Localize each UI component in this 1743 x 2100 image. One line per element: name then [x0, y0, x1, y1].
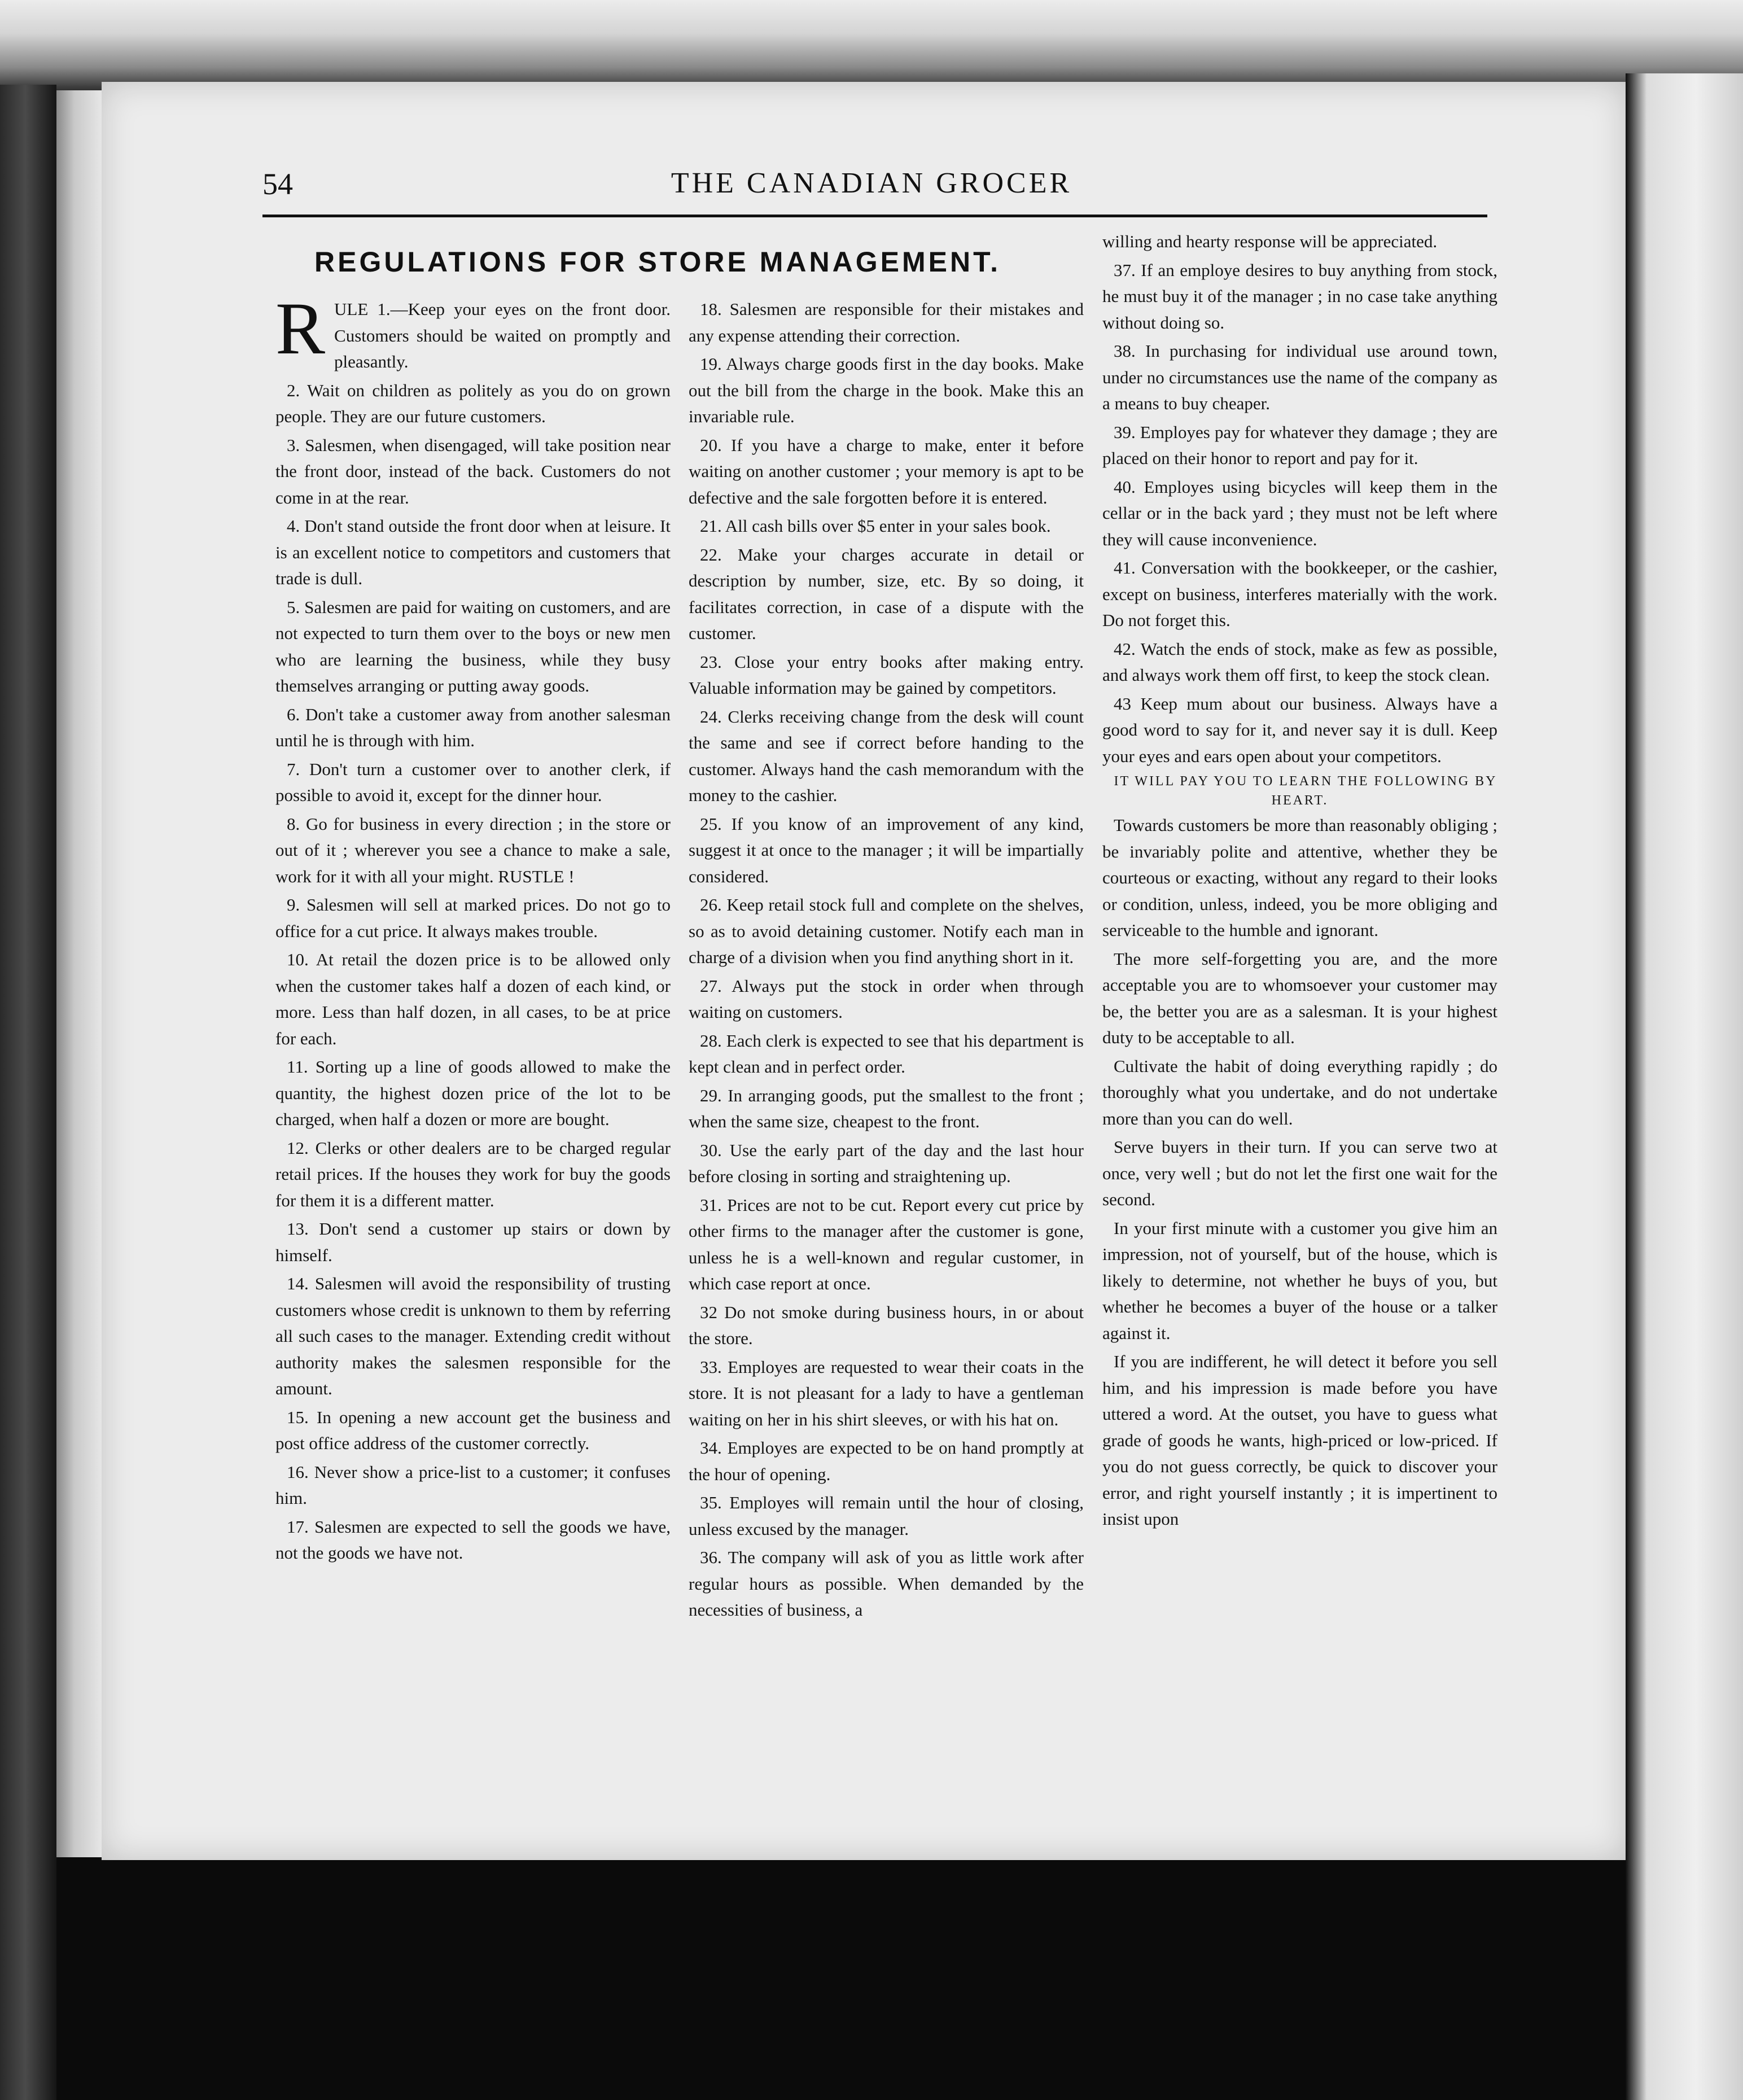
rule-paragraph: 27. Always put the stock in order when through waiting on customers.: [689, 975, 1084, 1022]
rule-paragraph: 24. Clerks receiving change from the desk will count the same and see if correct before handing to the customer. Always hand the cash memorandum with the money to the cashier.: [689, 706, 1084, 805]
rule-paragraph: 5. Salesmen are paid for waiting on customers, and are not expected to turn them over to the boys or new men who are learning the business, while they busy themselves arranging or putting away goods.: [275, 597, 671, 695]
rule-paragraph: 20. If you have a charge to make, enter it before waiting on another customer ; your memory is apt to be defective and the sale forgotten before it is entered.: [689, 435, 1084, 508]
rule-paragraph: 8. Go for business in every direction ; in the store or out of it ; wherever you see a chance to make a sale, work for it with all your might. RUSTLE !: [275, 813, 671, 886]
rule-paragraph: 13. Don't send a customer up stairs or down by himself.: [275, 1219, 671, 1265]
rule-paragraph: 31. Prices are not to be cut. Report every cut price by other firms to the manager after the customer is gone, unless he is a well-known and regular customer, in which case report at once.: [689, 1195, 1084, 1293]
rule-paragraph: 11. Sorting up a line of goods allowed to make the quantity, the highest dozen price of the lot to be charged, when half a dozen or more are bought.: [275, 1057, 671, 1129]
rule-paragraph: 7. Don't turn a customer over to another clerk, if possible to avoid it, except for the dinner hour.: [275, 759, 671, 805]
rule-paragraph: 22. Make your charges accurate in detail or description by number, size, etc. By so doing, it facilitates correction, in case of a dispute with the customer.: [689, 544, 1084, 643]
rule-paragraph: 4. Don't stand outside the front door when at leisure. It is an excellent notice to competitors and customers that trade is dull.: [275, 516, 671, 588]
rule-paragraph: 30. Use the early part of the day and the last hour before closing in sorting and straightening up.: [689, 1140, 1084, 1186]
page-number: 54: [262, 167, 293, 201]
rule-paragraph: 14. Salesmen will avoid the responsibility of trusting customers whose credit is unknown to them by referring all such cases to the manager. Extending credit without authority makes the salesmen responsible for the amount.: [275, 1274, 671, 1398]
rule-paragraph: 40. Employes using bicycles will keep them in the cellar or in the back yard ; they must not be left where they will cause inconvenience.: [1102, 476, 1497, 549]
rule-paragraph: 15. In opening a new account get the business and post office address of the customer correctly.: [275, 1407, 671, 1453]
rule-paragraph: 21. All cash bills over $5 enter in your sales book.: [700, 516, 1051, 536]
rule-paragraph: 36. The company will ask of you as little work after regular hours as possible. When demanded by the necessities of business, a: [689, 1547, 1084, 1620]
rule-paragraph: 3. Salesmen, when disengaged, will take position near the front door, instead of the back. Customers do not come in at the rear.: [275, 435, 671, 508]
rule-paragraph: 2. Wait on children as politely as you do on grown people. They are our future customers.: [275, 380, 671, 426]
article-title: REGULATIONS FOR STORE MANAGEMENT.: [314, 246, 1001, 278]
facing-page-edge: [1626, 73, 1743, 2100]
scan-background-bottom: [102, 1860, 1626, 2100]
advice-paragraph: If you are indifferent, he will detect it before you sell him, and his impression is made before you have uttered a word. At the outset, you have to guess what grade of goods he wants, high-priced or low-priced. If you do not guess correctly, be quick to discover your error, and right yourself instantly ; it is impertinent to insist upon: [1102, 1351, 1497, 1529]
rule-paragraph: 38. In purchasing for individual use around town, under no circumstances use the name of the company as a means to buy cheaper.: [1102, 341, 1497, 413]
rule-paragraph: 29. In arranging goods, put the smallest to the front ; when the same size, cheapest to the front.: [689, 1085, 1084, 1131]
rule-paragraph: 32 Do not smoke during business hours, in or about the store.: [689, 1302, 1084, 1348]
rule-paragraph: 41. Conversation with the bookkeeper, or the cashier, except on business, interferes materially with the work. Do not forget this.: [1102, 558, 1497, 630]
rule-paragraph: 37. If an employe desires to buy anything from stock, he must buy it of the manager ; in no case take anything without doing so.: [1102, 260, 1497, 333]
advice-paragraph: Towards customers be more than reasonably obliging ; be invariably polite and attentive, whether they be courteous or exacting, without any regard to their looks or condition, unless, indeed, you be more obliging and serviceable to the humble and ignorant.: [1102, 815, 1497, 940]
article-column-1: [275, 287, 671, 1569]
rule-paragraph: 28. Each clerk is expected to see that his department is kept clean and in perfect order.: [689, 1030, 1084, 1077]
header-rule: [262, 215, 1487, 217]
rule-paragraph: 42. Watch the ends of stock, make as few as possible, and always work them off first, to keep the stock clean.: [1102, 638, 1497, 685]
rule-paragraph: 39. Employes pay for whatever they damage ; they are placed on their honor to report and pay for it.: [1102, 422, 1497, 468]
rule-paragraph: willing and hearty response will be appreciated.: [1102, 231, 1438, 251]
article-column-2: [689, 296, 1084, 1626]
rule-paragraph: 34. Employes are expected to be on hand promptly at the hour of opening.: [689, 1438, 1084, 1484]
book-spine: [0, 85, 56, 2100]
rule-paragraph: 16. Never show a price-list to a customer; it confuses him.: [275, 1462, 671, 1508]
rule-paragraph: 9. Salesmen will sell at marked prices. Do not go to office for a cut price. It always makes trouble.: [275, 895, 671, 941]
rule-paragraph: 12. Clerks or other dealers are to be charged regular retail prices. If the houses they work for buy the goods for them it is a different matter.: [275, 1138, 671, 1210]
rule-paragraph: 43 Keep mum about our business. Always have a good word to say for it, and never say it is dull. Keep your eyes and ears open about your competitors.: [1102, 693, 1497, 766]
rule-paragraph: 19. Always charge goods first in the day books. Make out the bill from the charge in the book. Make this an invariable rule.: [689, 354, 1084, 426]
rule-paragraph: 26. Keep retail stock full and complete on the shelves, so as to avoid detaining customer. Notify each man in charge of a division when you find anything short in it.: [689, 895, 1084, 967]
rule-paragraph: 25. If you know of an improvement of any kind, suggest it at once to the manager ; it will be impartially considered.: [689, 813, 1084, 886]
rule-paragraph: 17. Salesmen are expected to sell the goods we have, not the goods we have not.: [275, 1516, 671, 1563]
rule-paragraph: 23. Close your entry books after making entry. Valuable information may be gained by competitors.: [689, 651, 1084, 698]
advice-paragraph: Cultivate the habit of doing everything rapidly ; do thoroughly what you undertake, and do not undertake more than you can do well.: [1102, 1056, 1497, 1128]
advice-paragraph: The more self-forgetting you are, and the more acceptable you are to whomsoever your customer may be, the better you are as a salesman. It is your highest duty to be acceptable to all.: [1102, 948, 1497, 1047]
section-subheading: IT WILL PAY YOU TO LEARN THE FOLLOWING BY HEART.: [1114, 774, 1497, 808]
rule-paragraph: [275, 287, 671, 375]
article-column-3: [1102, 229, 1497, 1535]
rule-text: ULE 1.—Keep your eyes on the front door. Customers should be waited on promptly and pleasantly.: [334, 299, 671, 371]
advice-paragraph: Serve buyers in their turn. If you can serve two at once, very well ; but do not let the first one wait for the second.: [1102, 1137, 1497, 1209]
rule-paragraph: 6. Don't take a customer away from another salesman until he is through with him.: [275, 704, 671, 750]
journal-title: THE CANADIAN GROCER: [671, 167, 1072, 199]
drop-cap: R: [275, 287, 326, 370]
advice-paragraph: In your first minute with a customer you give him an impression, not of yourself, but of the house, which is likely to determine, not whether he buys of you, but whether he becomes a buyer of the house or a talker against it.: [1102, 1218, 1497, 1343]
rule-paragraph: 33. Employes are requested to wear their coats in the store. It is not pleasant for a lady to have a gentleman waiting on her in his shirt sleeves, or with his hat on.: [689, 1357, 1084, 1429]
page-stack-edge: [56, 90, 102, 1857]
rule-paragraph: 35. Employes will remain until the hour of closing, unless excused by the manager.: [689, 1493, 1084, 1539]
rule-paragraph: 18. Salesmen are responsible for their mistakes and any expense attending their correction.: [689, 299, 1084, 345]
rule-paragraph: 10. At retail the dozen price is to be allowed only when the customer takes half a dozen of each kind, or more. Less than half dozen, in all cases, to be at price for each.: [275, 950, 671, 1048]
